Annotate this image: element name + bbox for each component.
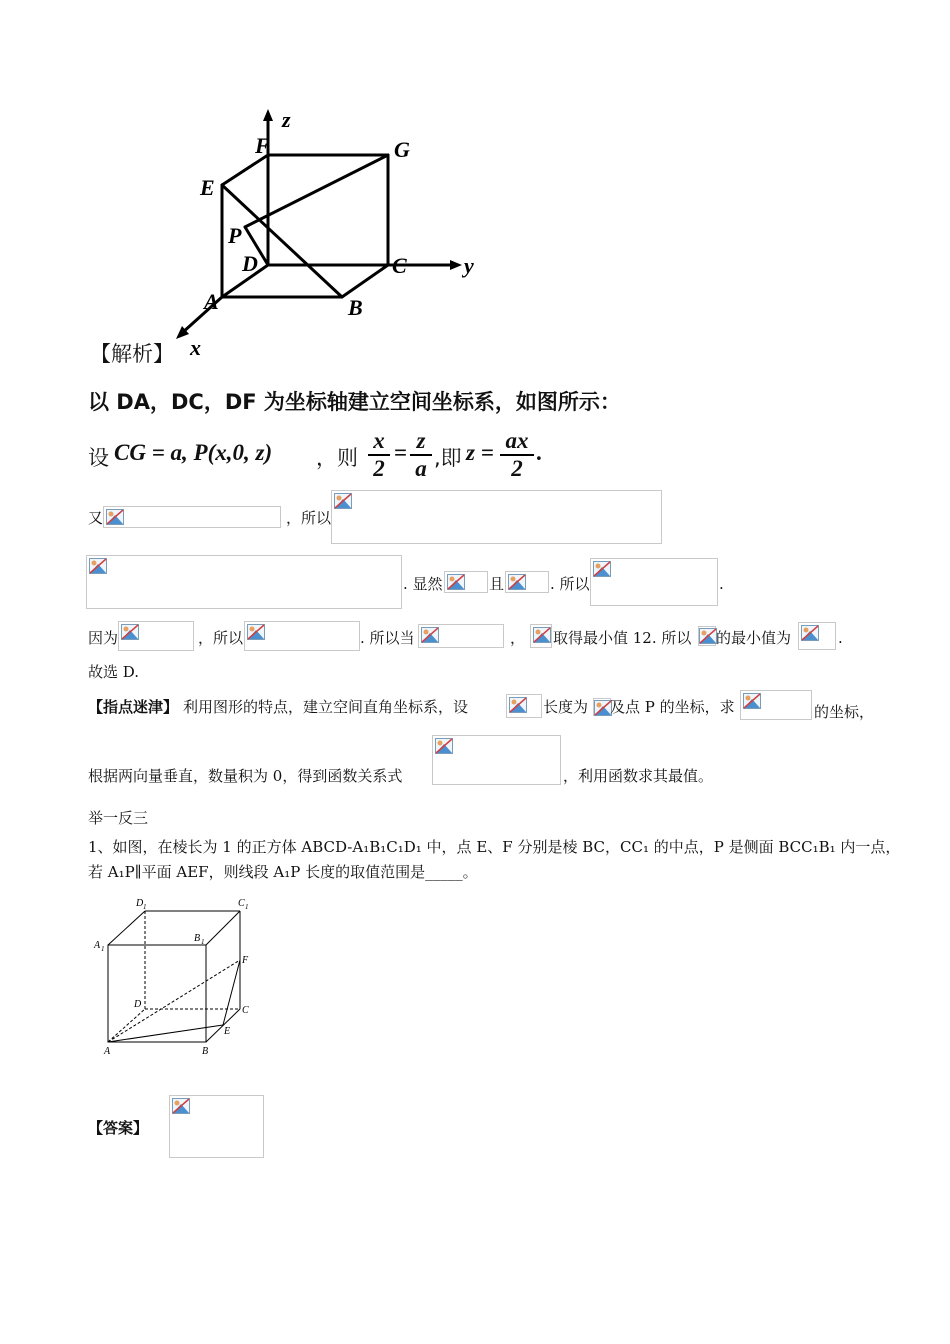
cube-label-f: F (242, 955, 249, 966)
para3-text-e: 取得最小值 12. 所以 (553, 629, 692, 647)
broken-image-icon (89, 558, 107, 574)
section-heading: 举一反三 (88, 809, 149, 827)
cube-label-b: B (202, 1046, 209, 1057)
broken-image-icon (121, 624, 139, 640)
vertex-label-c: C (392, 253, 407, 278)
namely-text: ,即 (434, 446, 462, 470)
broken-image-icon (435, 738, 453, 754)
para2-text-a: . 显然 (403, 575, 443, 593)
solution-heading: 【解析】 (90, 342, 174, 366)
broken-image-icon (801, 625, 819, 641)
cube-label-a1-sub: 1 (101, 945, 105, 953)
formula-image (103, 506, 281, 528)
vertex-label-g: G (394, 137, 410, 162)
vertex-label-a: A (204, 289, 219, 314)
para2-text-c: . 所以 (550, 575, 590, 593)
formula-image (740, 690, 812, 720)
answer-image (169, 1095, 264, 1158)
cube-label-d: D (134, 999, 142, 1010)
coordinate-figure (170, 105, 490, 360)
conclusion-text: 故选 D. (88, 663, 140, 681)
vertex-label-p: P (228, 223, 242, 248)
vertex-label-b: B (348, 295, 363, 320)
para3-text-c: . 所以当 (360, 629, 415, 647)
period: . (536, 440, 542, 465)
formula-image (444, 571, 488, 593)
axis-label-z: z (282, 107, 291, 132)
fraction-z-over-a: z a (410, 428, 432, 482)
tip-text-c: 及点 P 的坐标，求 (610, 698, 735, 716)
para2-text-d: . (719, 575, 724, 593)
broken-image-icon (743, 693, 761, 709)
answer-label: 【答案】 (88, 1119, 149, 1137)
tip-label: 【指点迷津】 (88, 698, 179, 716)
broken-image-icon (421, 627, 439, 643)
cube-label-c1: C (238, 898, 245, 909)
broken-image-icon (699, 628, 717, 644)
vertex-label-f: F (255, 133, 270, 158)
tip-text-d: 的坐标， (814, 703, 875, 721)
broken-image-icon (447, 574, 465, 590)
broken-image-icon (172, 1098, 190, 1114)
formula-image (530, 624, 552, 648)
broken-image-icon (509, 697, 527, 713)
equals-sign: = (394, 440, 408, 465)
para2-text-b: 且 (489, 575, 505, 593)
formula-image (505, 571, 549, 593)
para3-text-g: . (838, 629, 843, 647)
solution-line-1: 以 DA，DC，DF 为坐标轴建立空间坐标系，如图所示： (88, 390, 621, 414)
formula-image (432, 735, 561, 785)
formula-image (593, 698, 611, 716)
tip-text-b: 长度为 (543, 698, 589, 716)
fraction-x-over-2: x 2 (368, 428, 390, 482)
formula-image (698, 626, 716, 646)
formula-image (418, 624, 504, 648)
tip-text-e: 根据两向量垂直，数量积为 0，得到函数关系式 (88, 767, 403, 785)
solution-line-2 (88, 428, 648, 488)
para3-text-a: 因为 (88, 629, 119, 647)
tip-text-f: ，利用函数求其最值。 (563, 767, 714, 785)
vertex-label-d: D (242, 251, 258, 276)
cube-label-c: C (242, 1005, 249, 1016)
para3-text-d: ， (510, 629, 526, 647)
cube-label-d1: D (136, 898, 144, 909)
formula-image (590, 558, 718, 606)
z-equals: z = (466, 440, 494, 465)
cube-label-b1-sub: 1 (201, 938, 205, 946)
para3-text-b: ，所以 (198, 629, 244, 647)
axis-label-y: y (464, 253, 474, 278)
formula-image (331, 490, 662, 544)
cube-label-d1-sub: 1 (143, 903, 147, 911)
formula-image (86, 555, 402, 609)
cube-label-e: E (224, 1026, 231, 1037)
assumption-expr: CG = a, P(x,0, z) (114, 440, 273, 465)
axis-label-x: x (190, 335, 201, 360)
broken-image-icon (593, 561, 611, 577)
formula-image (244, 621, 360, 651)
cube-label-c1-sub: 1 (245, 903, 249, 911)
tip-text-a: 利用图形的特点，建立空间直角坐标系，设 (183, 698, 469, 716)
broken-image-icon (106, 509, 124, 525)
para1-text-b: ，所以 (286, 509, 332, 527)
problem-line-2: 若 A₁P∥平面 AEF，则线段 A₁P 长度的取值范围是_____。 (88, 863, 478, 881)
problem-line-1: 1、如图，在棱长为 1 的正方体 ABCD-A₁B₁C₁D₁ 中，点 E、F 分别是棱 BC，CC₁ 的中点，P 是侧面 BCC₁B₁ 内一点， (88, 838, 901, 856)
para3-text-f: 的最小值为 (716, 629, 792, 647)
fraction-ax-over-2: ax 2 (500, 428, 534, 482)
formula-image (506, 694, 542, 718)
formula-image (798, 622, 836, 650)
para1-text-a: 又 (88, 509, 104, 527)
broken-image-icon (334, 493, 352, 509)
cube-label-a1: A (94, 940, 101, 951)
cube-label-b1: B (194, 933, 201, 944)
vertex-label-e: E (200, 175, 215, 200)
broken-image-icon (508, 574, 526, 590)
formula-image (118, 621, 194, 651)
cube-figure (90, 893, 260, 1063)
broken-image-icon (533, 627, 551, 643)
cube-label-a: A (104, 1046, 111, 1057)
broken-image-icon (247, 624, 265, 640)
then-text: ，则 (316, 446, 358, 470)
set-text: 设 (88, 446, 109, 470)
